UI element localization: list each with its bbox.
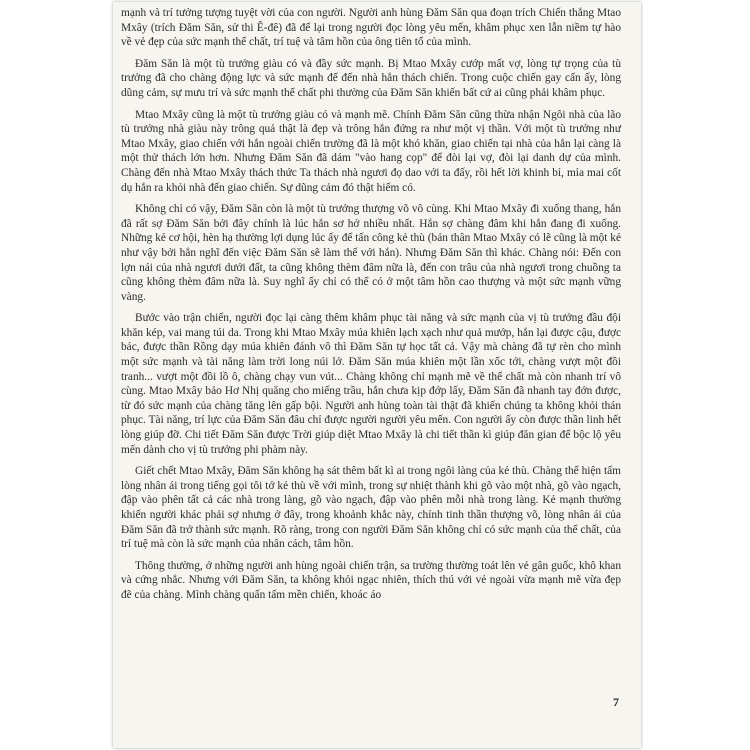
paragraph: Mtao Mxây cũng là một tù trưởng giàu có và mạnh mẽ. Chính Đăm Săn cũng thừa nhận Ngôi nhà của lão tù trưởng nhà giàu này trông quả thật là đẹp và trông hắn đứng ra như một vị thần. Với một tù trưởng như Mtao Mxây, giao chiến với hắn ngoài chiến trường đã là một khó khăn, giao chiến tại nhà của hắn lại càng là một thử thách lớn hơn. Nhưng Đăm Săn đã dám "vào hang cọp" để đòi lại vợ, đòi lại danh dự của mình. Chàng đến nhà Mtao Mxây thách thức Ta thách nhà ngươi đọ dao với ta đấy, rồi hết lời khinh bỉ, mỉa mai cốt dụ hắn ra khỏi nhà đến giao chiến. Sự dũng cảm đó thật hiếm có. bbox=[121, 108, 621, 194]
page-number: 7 bbox=[613, 695, 619, 709]
paragraph: mạnh và trí tưởng tượng tuyệt vời của con người. Người anh hùng Đăm Săn qua đoạn trích Chiến thắng Mtao Mxây (trích Đăm Săn, sử thi Ê-đê) đã để lại trong người đọc lòng yêu mến, khâm phục xen lẫn niềm tự hào về vẻ đẹp của sức mạnh thể chất, trí tuệ và tâm hồn của ông tiên tổ của mình. bbox=[121, 7, 621, 49]
paragraph: Bước vào trận chiến, người đọc lại càng thêm khâm phục tài năng và sức mạnh của vị tù trưởng đầu đội khăn kép, vai mang túi da. Trong khi Mtao Mxây múa khiên lạch xạch như quả mướp, hắn lại được cậu, được bác, được thần Rồng dạy múa khiên đánh vô thì Đăm Săn tự học tất cả. Vậy mà chàng đã tự rèn cho mình một sức mạnh và tài năng làm trời long núi lở. Đăm Săn múa khiên một lần xốc tới, chàng vượt một đồi tranh... vượt một đồi lồ ô, chàng chạy vun vút... Chàng không chỉ mạnh mẽ về thể chất mà còn nhanh trí vô cùng. Mtao Mxây bảo Hơ Nhị quăng cho miếng trầu, hắn chưa kịp đớp lấy, Đăm Săn đã nhanh tay đớn được, từ đó sức mạnh của chàng tăng lên gấp bội. Người anh hùng toàn tài thật đã khiến chúng ta không khỏi thán phục. Tài năng, trí lực của Đăm Săn đâu chỉ được người người yêu mến. Con người ấy còn được thần linh hết lòng giúp đỡ. Chi tiết Đăm Săn được Trời giúp diệt Mtao Mxây là chi tiết thần kì giúp đăn gian để bộc lộ yêu mến dành cho vị tù trưởng phi phàm này. bbox=[121, 312, 621, 456]
paragraph: Giết chết Mtao Mxây, Đăm Săn không hạ sát thêm bất kì ai trong ngôi làng của kẻ thù. Chàng thể hiện tấm lòng nhân ái trong tiếng gọi tôi tớ kẻ thù về với mình, trong sự nhiệt thành khi gõ vào một nhà, gõ vào ngạch, đập vào phên tất cả các nhà trong làng, gõ vào ngạch, đập vào phên mỗi nhà trong làng. Kẻ mạnh thường khiến người khác phải sợ nhưng ở đây, trong khoảnh khắc này, chính tinh thần thượng võ, lòng nhân ái của Đăm Săn đã trở thành sức mạnh. Rõ ràng, trong con người Đăm Săn không chỉ có sức mạnh của thể chất, của trí tuệ mà còn là sức mạnh của nhân cách, tâm hồn. bbox=[121, 465, 621, 551]
page-body-text bbox=[121, 6, 621, 610]
book-page bbox=[113, 2, 641, 748]
paragraph: Đăm Săn là một tù trưởng giàu có và đầy sức mạnh. Bị Mtao Mxây cướp mất vợ, lòng tự trọng của tù trưởng đã cho chàng động lực và sức mạnh để đến nhà hắn thách chiến. Trong cuộc chiến gay cấn ấy, lòng dũng cảm, sự mưu trí và sức mạnh thể chất phi thường của Đăm Săn khiến bất cứ ai cũng phải khâm phục. bbox=[121, 57, 621, 99]
paragraph: Không chỉ có vậy, Đăm Săn còn là một tù trưởng thượng võ vô cùng. Khi Mtao Mxây đi xuống thang, hắn đã rất sợ Đăm Săn bởi đây chính là lúc hắn sơ hở nhiều nhất. Hắn sợ chàng đâm khi hắn đang đi xuống. Những kẻ cơ hội, hèn hạ thường lợi dụng lúc ấy để tấn công kẻ thù (bản thân Mtao Mxây có lẽ cũng là một kẻ như vậy bởi hắn nghĩ đến việc Đăm Săn sẽ làm thế với hắn). Nhưng Đăm Săn thì khác. Chàng nói: Đến con lợn nái của nhà ngươi dưới đất, ta cũng không thèm đâm nữa là, đến con trâu của nhà ngươi trong chuồng ta cũng không thèm đâm nữa là. Suy nghĩ ấy chỉ có thể có ở một tâm hồn cao thượng và một sức mạnh vững vàng. bbox=[121, 203, 621, 303]
paragraph: Thông thường, ở những người anh hùng ngoài chiến trận, sa trường thường toát lên vẻ gân guốc, khô khan và cứng nhắc. Nhưng với Đăm Săn, ta không khỏi ngạc nhiên, thích thú với vẻ ngoài vừa mạnh mẽ vừa đẹp đẽ của chàng. Mình chàng quấn tấm mền chiến, khoác áo bbox=[121, 559, 621, 601]
